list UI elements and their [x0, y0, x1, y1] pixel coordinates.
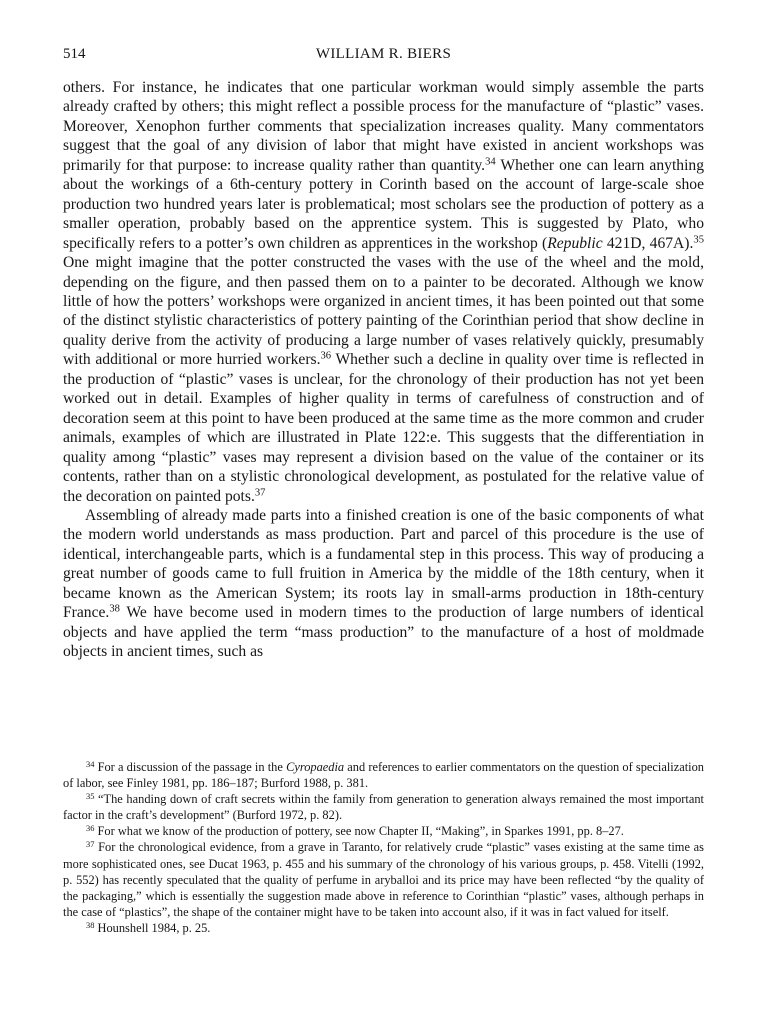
footnotes — [63, 759, 704, 936]
citation-title: Republic — [547, 234, 603, 252]
footnote-number: 38 — [86, 919, 95, 930]
footnote-number: 35 — [86, 790, 95, 801]
text-run: For what we know of the production of pottery, see now Chapter II, “Making”, in Sparkes 1991, pp. 8–27. — [94, 824, 624, 839]
body-text — [63, 78, 704, 662]
paragraph — [63, 78, 704, 506]
footnote-35 — [63, 791, 704, 823]
text-run: Hounshell 1984, p. 25. — [94, 920, 211, 935]
text-run: For a discussion of the passage in the — [94, 760, 287, 774]
footnote-number: 34 — [86, 758, 95, 769]
footnote-number: 36 — [86, 823, 95, 834]
footnote-ref-36[interactable]: 36 — [320, 351, 332, 363]
paragraph — [63, 506, 704, 662]
footnote-ref-37[interactable]: 37 — [254, 487, 266, 499]
running-head: WILLIAM R. BIERS — [315, 46, 452, 62]
footnote-38 — [63, 920, 704, 936]
citation-title: Cyropaedia — [286, 760, 345, 774]
page-number: 514 — [63, 46, 86, 62]
text-run: We have become used in modern times to the production of large numbers of identical objects and have applied the term “mass production” to the manufacture of a host of moldmade objects in ancient times, such as — [63, 604, 704, 661]
footnote-34 — [63, 759, 704, 791]
text-run: others. For instance, he indicates that one particular workman would simply assemble the parts already crafted by others; this might reflect a possible process for the manufacture of “plastic” vases. Moreover, Xenophon further comments that specialization increases quality. Many commentators suggest that the goal of any division of labor that might have existed in ancient workshops was primarily for that purpose: to increase quality rather than quantity. — [63, 79, 704, 174]
text-run: “The handing down of craft secrets within the family from generation to generation always remained the most important factor in the craft’s development” (Burford 1972, p. 82). — [63, 792, 704, 823]
footnote-number: 37 — [86, 839, 95, 850]
text-run: Whether one can learn anything about the workings of a 6th-century pottery in Corinth based on the account of large-scale shoe production two hundred years later is problematical; most scholars see the production of pottery as a smaller operation, probably based on the apprentice system. This is suggested by Plato, who specifically refers to a potter’s own children as apprentices in the workshop ( — [63, 156, 704, 252]
text-run: One might imagine that the potter constructed the vases with the use of the wheel and the mold, depending on the figure, and then passed them on to a painter to be decorated. Although we know little of how the potters’ workshops were organized in ancient times, it has been pointed out that some of the distinct stylistic characteristics of pottery painting of the Corinthian period that show decline in quality derive from the activity of producing a large number of vases relatively quickly, presumably with additional or more hurried workers. — [63, 254, 704, 369]
footnote-ref-38[interactable]: 38 — [109, 603, 120, 615]
footnote-ref-34[interactable]: 34 — [485, 156, 496, 168]
page-header — [63, 46, 704, 68]
footnote-37 — [63, 839, 704, 919]
text-run: For the chronological evidence, from a grave in Taranto, for relatively crude “plastic” vases existing at the same time as more sophisticated ones, see Ducat 1963, p. 455 and his summary of the chronology of his various groups, p. 458. Vitelli (1992, p. 552) has recently speculated that the quality of perfume in aryballoi and its price may have been reflected “by the quality of the packaging,” which is essentially the suggestion made above in reference to Corinthian “plastic” vases, although perhaps in the case of “plastics”, the shape of the container might have to be taken into account also, if it was in fact valued for itself. — [63, 840, 704, 919]
text-run: and references to earlier commentators on the question of specialization of labor, see Finley 1981, pp. 186–187; Burford 1988, p. 381. — [63, 760, 704, 791]
text-run: 421D, 467A). — [602, 234, 694, 252]
text-run: Assembling of already made parts into a finished creation is one of the basic components of what the modern world understands as mass production. Part and parcel of this procedure is the use of identical, interchangeable parts, which is a fundamental step in this process. This way of producing a great number of goods came to full fruition in America by the middle of the 18th century, when it became known as the American System; its roots lay in small-arms production in 18th-century France. — [63, 506, 704, 622]
footnote-ref-35[interactable]: 35 — [693, 234, 704, 246]
footnote-36 — [63, 823, 704, 839]
text-run: Whether such a decline in quality over time is reflected in the production of “plastic” vases is unclear, for the chronology of their production has not yet been worked out in detail. Examples of higher quality in terms of carefulness of construction and of decoration seem at this point to have been produced at the same time as the more common and cruder animals, examples of which are illustrated in Plate 122:e. This suggests that the differentiation in quality among “plastic” vases may represent a division based on the value of the container or its contents, rather than on a stylistic chronological development, as postulated for the relative value of the decoration on painted pots. — [63, 351, 705, 505]
